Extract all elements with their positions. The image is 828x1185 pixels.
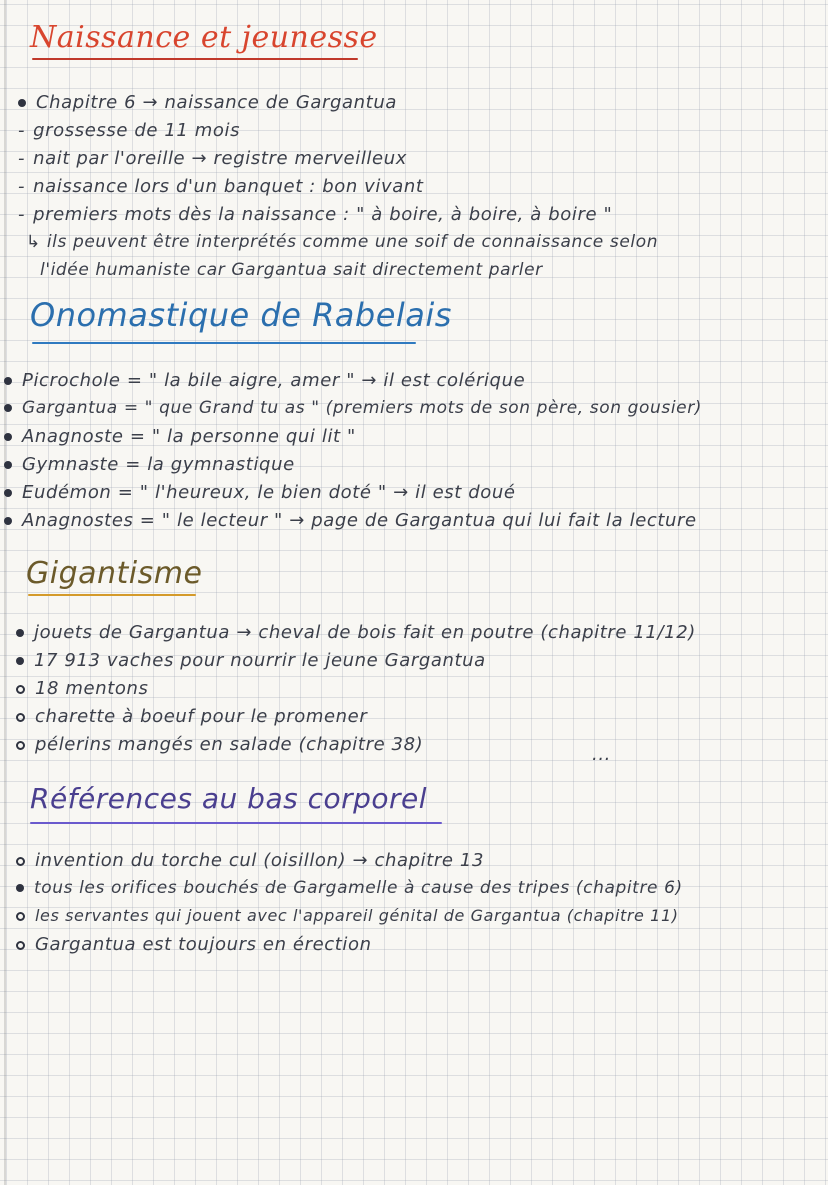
list-item: Anagnoste = " la personne qui lit " (4, 426, 356, 447)
bullet-icon (16, 657, 24, 665)
bullet-icon (16, 741, 25, 750)
underline-references (30, 822, 442, 824)
bullet-icon (16, 941, 25, 950)
underline-naissance (32, 58, 358, 60)
list-item: Eudémon = " l'heureux, le bien doté " → il est doué (4, 482, 516, 503)
list-item: Gargantua = " que Grand tu as " (premiers mots de son père, son gousier) (4, 398, 702, 418)
heading-gigantisme: Gigantisme (26, 556, 203, 591)
bullet-icon (16, 685, 25, 694)
list-item: charette à boeuf pour le promener (16, 706, 367, 727)
bullet-icon (16, 713, 25, 722)
list-item: 17 913 vaches pour nourrir le jeune Gargantua (16, 650, 486, 671)
list-item: Chapitre 6 → naissance de Gargantua (18, 92, 397, 113)
bullet-icon (16, 884, 24, 892)
bullet-icon (16, 857, 25, 866)
underline-gigantisme (28, 594, 196, 596)
bullet-icon (16, 629, 24, 637)
bullet-icon (4, 489, 12, 497)
list-item: Gargantua est toujours en érection (16, 934, 372, 955)
list-item: ↳ ils peuvent être interprétés comme une soif de connaissance selon (26, 232, 659, 252)
list-item: - grossesse de 11 mois (18, 120, 241, 141)
bullet-icon (4, 461, 12, 469)
bullet-icon (16, 912, 25, 921)
list-item: invention du torche cul (oisillon) → chapitre 13 (16, 850, 484, 871)
list-item: les servantes qui jouent avec l'appareil génital de Gargantua (chapitre 11) (16, 906, 679, 925)
list-item: - premiers mots dès la naissance : " à boire, à boire, à boire " (18, 204, 613, 225)
list-item: jouets de Gargantua → cheval de bois fait en poutre (chapitre 11/12) (16, 622, 696, 643)
list-item: 18 mentons (16, 678, 149, 699)
heading-references: Références au bas corporel (30, 782, 428, 815)
bullet-icon (18, 99, 26, 107)
bullet-icon (4, 404, 12, 412)
bullet-icon (4, 433, 12, 441)
list-item: l'idée humaniste car Gargantua sait directement parler (40, 260, 543, 280)
underline-onomastique (32, 342, 416, 344)
list-item: Anagnostes = " le lecteur " → page de Gargantua qui lui fait la lecture (4, 510, 697, 531)
page-margin (4, 0, 6, 1185)
list-item: - naissance lors d'un banquet : bon vivant (18, 176, 424, 197)
heading-onomastique: Onomastique de Rabelais (30, 296, 452, 334)
ellipsis: ... (592, 744, 611, 765)
list-item: Gymnaste = la gymnastique (4, 454, 295, 475)
list-item: tous les orifices bouchés de Gargamelle à cause des tripes (chapitre 6) (16, 878, 683, 898)
list-item: - nait par l'oreille → registre merveilleux (18, 148, 407, 169)
bullet-icon (4, 517, 12, 525)
list-item: Picrochole = " la bile aigre, amer " → il est colérique (4, 370, 525, 391)
heading-naissance: Naissance et jeunesse (30, 20, 378, 55)
list-item: pélerins mangés en salade (chapitre 38) (16, 734, 423, 755)
bullet-icon (4, 377, 12, 385)
